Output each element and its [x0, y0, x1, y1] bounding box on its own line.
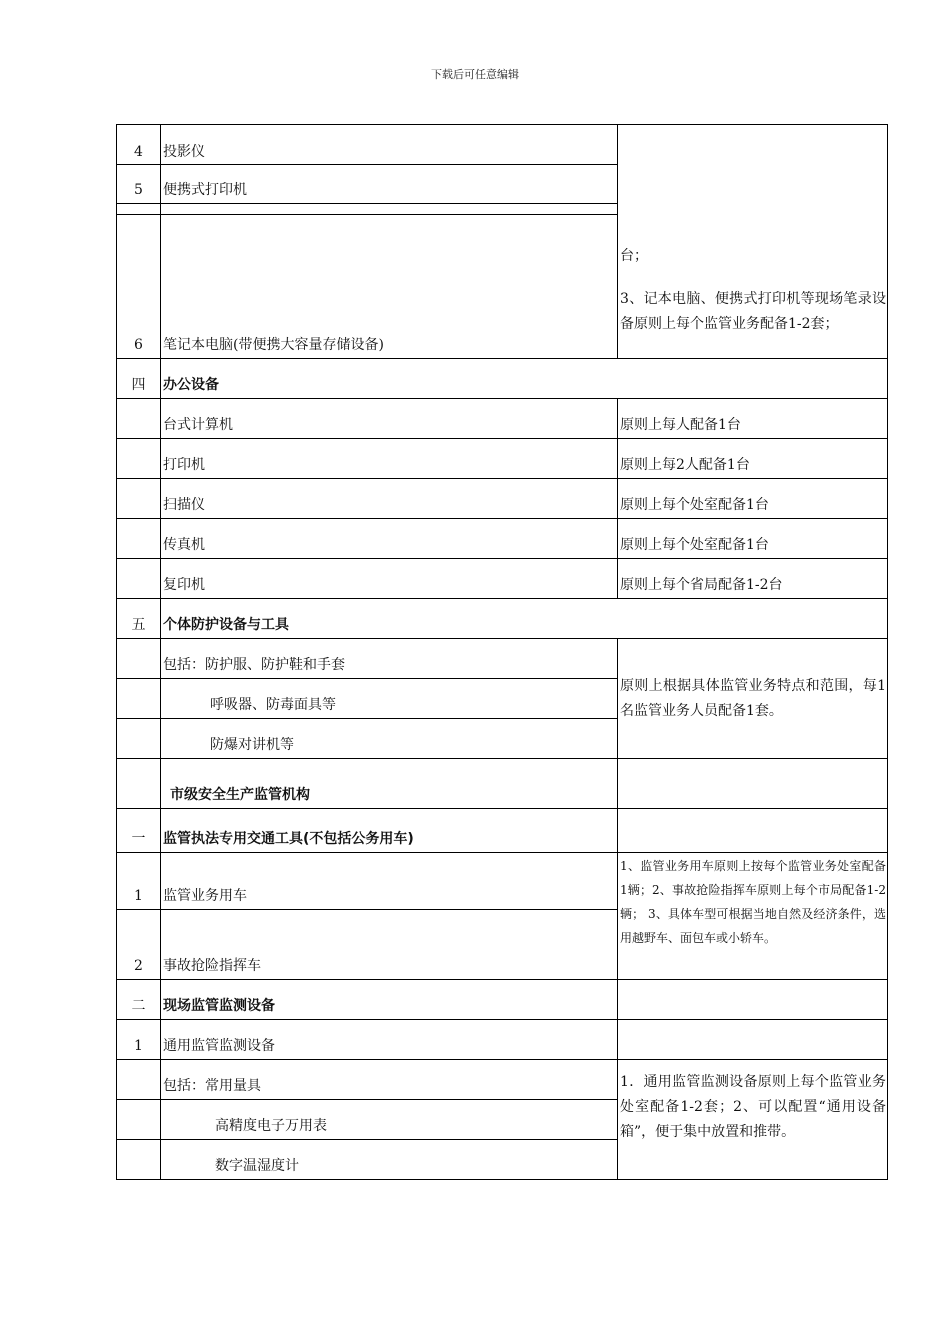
row-line	[116, 678, 618, 679]
page-header: 下载后可任意编辑	[431, 68, 519, 81]
table-border-right	[887, 124, 888, 1180]
col-divider-2a	[617, 124, 618, 359]
row-line	[116, 638, 888, 639]
note-text: 1．通用监管监测设备原则上每个监管业务处室配备1-2套；2、可以配置“通用设备箱”，便于集中放置和推带。	[620, 1074, 886, 1140]
table-border-top	[116, 124, 888, 125]
row-line	[116, 203, 618, 204]
item-name: 笔记本电脑(带便携大容量存储设备)	[163, 337, 384, 353]
item-name: 监管业务用车	[163, 888, 247, 904]
row-line	[116, 909, 618, 910]
row-line	[116, 808, 888, 809]
equipment-table	[116, 124, 888, 1180]
table-border-bottom	[116, 1179, 888, 1180]
row-line	[116, 438, 888, 439]
col-divider-1	[160, 124, 161, 1180]
item-name: 投影仪	[163, 144, 205, 160]
item-name: 防爆对讲机等	[210, 737, 294, 753]
row-number: 4	[134, 144, 143, 160]
item-name: 数字温湿度计	[215, 1158, 299, 1174]
row-line	[116, 718, 618, 719]
row-number: 1	[134, 888, 143, 904]
item-name: 高精度电子万用表	[215, 1118, 327, 1134]
row-line	[116, 358, 888, 359]
section-number: 二	[131, 998, 146, 1014]
table-border-left	[116, 124, 117, 1180]
item-name: 便携式打印机	[163, 182, 247, 198]
item-name: 打印机	[163, 457, 205, 473]
section-title: 个体防护设备与工具	[163, 617, 289, 633]
item-name: 扫描仪	[163, 497, 205, 513]
note-text: 1、监管业务用车原则上按每个监管业务处室配备1辆；2、事故抢险指挥车原则上每个市局配备1-2辆； 3、具体车型可根据当地自然及经济条件，选用越野车、面包车或小轿车。	[620, 859, 886, 945]
row-line	[116, 979, 888, 980]
section-number: 五	[131, 617, 146, 633]
item-name: 传真机	[163, 537, 205, 553]
item-name: 台式计算机	[163, 417, 233, 433]
row-line	[116, 1099, 618, 1100]
section-number: 四	[131, 377, 146, 393]
section-title: 办公设备	[163, 377, 219, 393]
section-title: 监管执法专用交通工具(不包括公务用车)	[163, 831, 414, 847]
row-number: 6	[134, 337, 143, 353]
row-line	[116, 214, 618, 215]
section-title: 市级安全生产监管机构	[170, 787, 310, 803]
item-name: 通用监管监测设备	[163, 1038, 275, 1054]
item-name: 事故抢险指挥车	[163, 958, 261, 974]
row-line	[116, 518, 888, 519]
row-line	[116, 758, 888, 759]
note-text: 3、记本电脑、便携式打印机等现场笔录设备原则上每个监管业务配备1-2套；	[620, 291, 886, 332]
note-text: 原则上每个处室配备1台	[620, 497, 769, 513]
row-line	[116, 598, 888, 599]
row-line	[116, 1059, 888, 1060]
section-number: 一	[131, 831, 146, 847]
item-name: 包括：常用量具	[163, 1078, 261, 1094]
note-text: 原则上每2人配备1台	[620, 457, 750, 473]
section-title: 现场监管监测设备	[163, 998, 275, 1014]
item-name: 包括：防护服、防护鞋和手套	[163, 657, 345, 673]
item-name: 复印机	[163, 577, 205, 593]
row-line	[116, 478, 888, 479]
row-line	[116, 1019, 888, 1020]
row-line	[116, 1139, 618, 1140]
row-line	[116, 164, 618, 165]
row-line	[116, 852, 888, 853]
note-text: 台；	[620, 248, 648, 264]
row-line	[116, 558, 888, 559]
note-text: 原则上每个省局配备1-2台	[620, 577, 783, 593]
note-text: 原则上每人配备1台	[620, 417, 741, 433]
row-number: 2	[134, 958, 143, 974]
col-divider-2b	[617, 398, 618, 598]
row-number: 1	[134, 1038, 143, 1054]
note-text: 原则上根据具体监管业务特点和范围，每1名监管业务人员配备1套。	[620, 678, 886, 719]
item-name: 呼吸器、防毒面具等	[210, 697, 336, 713]
note-text: 原则上每个处室配备1台	[620, 537, 769, 553]
row-number: 5	[134, 182, 143, 198]
row-line	[116, 398, 888, 399]
